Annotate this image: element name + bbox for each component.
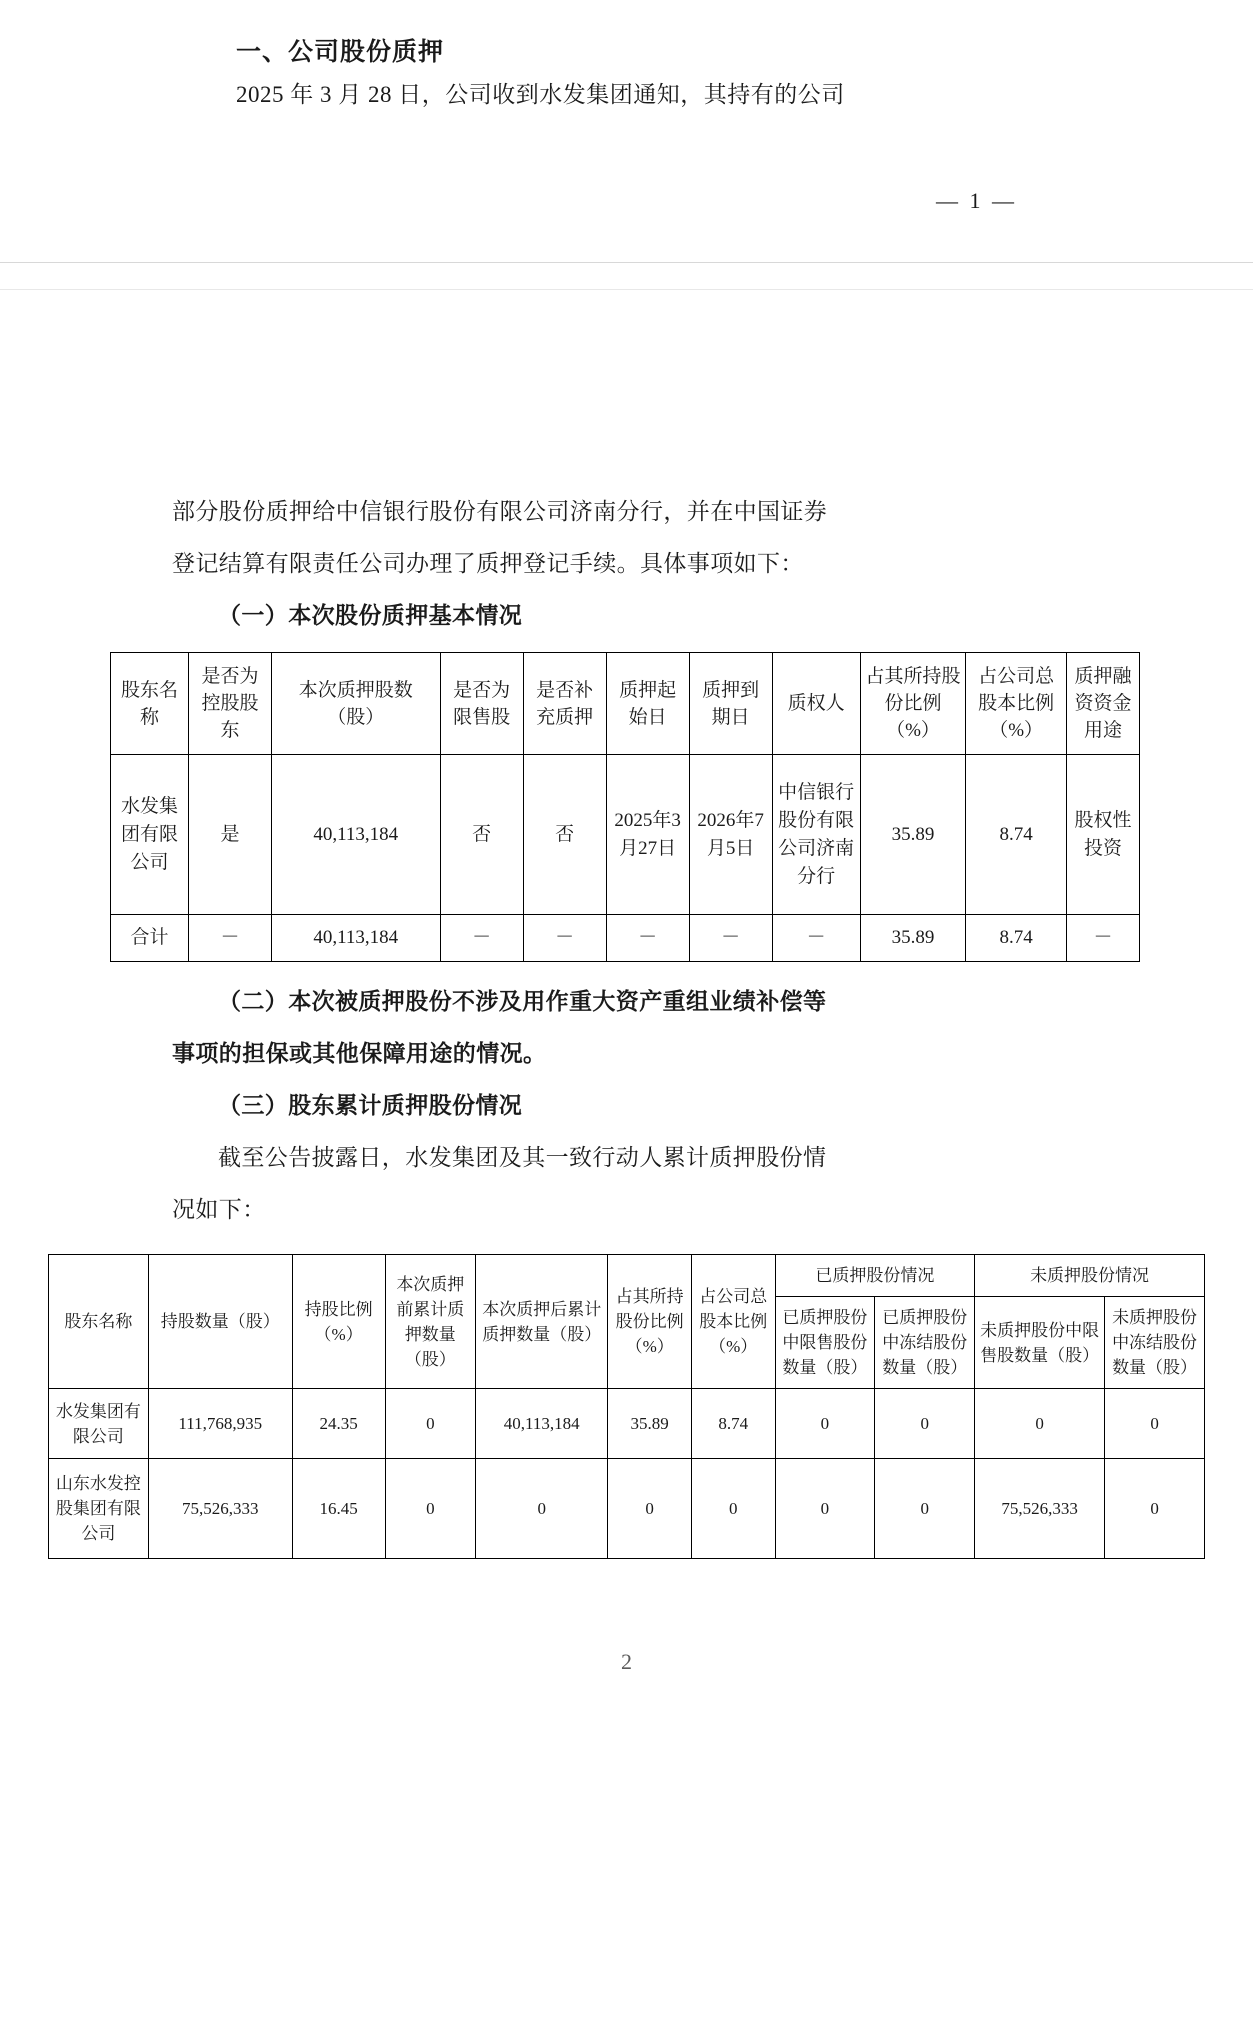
td-is-restricted: 否 xyxy=(440,755,523,915)
td2-after-cumulative: 0 xyxy=(476,1459,608,1559)
td-total-label: 合计 xyxy=(111,915,189,962)
th2-pledged-restricted: 已质押股份中限售股份数量（股） xyxy=(775,1297,875,1389)
section-three-title: （三）股东累计质押股份情况 xyxy=(218,1093,523,1118)
page-1-number: — 1 — xyxy=(936,188,1017,213)
section-three-line-1: 截至公告披露日，水发集团及其一致行动人累计质押股份情 xyxy=(218,1145,827,1170)
td-total-ratio-of-holding: 35.89 xyxy=(860,915,966,962)
th2-pledged-frozen: 已质押股份中冻结股份数量（股） xyxy=(875,1297,975,1389)
td-pledgee: 中信银行股份有限公司济南分行 xyxy=(772,755,860,915)
th-fund-usage: 质押融资资金用途 xyxy=(1066,653,1139,755)
th2-ratio-of-holding: 占其所持股份比例（%） xyxy=(608,1255,692,1389)
td2-before-cumulative: 0 xyxy=(385,1459,476,1559)
intro-line-1: 部分股份质押给中信银行股份有限公司济南分行，并在中国证券 xyxy=(172,499,828,524)
td-ratio-of-total: 8.74 xyxy=(966,755,1067,915)
section-two-line-2: 事项的担保或其他保障用途的情况。 xyxy=(172,1041,547,1066)
intro-block xyxy=(172,486,1143,642)
th-end-date: 质押到期日 xyxy=(689,653,772,755)
pledge-basic-table-wrap xyxy=(110,652,1253,962)
td-fund-usage: 股权性投资 xyxy=(1066,755,1139,915)
th-ratio-of-total: 占公司总股本比例（%） xyxy=(966,653,1067,755)
pledge-basic-table xyxy=(110,652,1140,962)
page-separator xyxy=(0,262,1253,290)
table-header-row xyxy=(111,653,1140,755)
th2-group-unpledged: 未质押股份情况 xyxy=(975,1255,1205,1297)
td2-shareholder-name: 水发集团有限公司 xyxy=(49,1389,149,1459)
th-pledgee: 质权人 xyxy=(772,653,860,755)
th-is-controlling: 是否为控股股东 xyxy=(188,653,271,755)
th2-holding-qty: 持股数量（股） xyxy=(148,1255,292,1389)
td2-unpledged-frozen: 0 xyxy=(1105,1459,1205,1559)
td-total-is-controlling: － xyxy=(188,915,271,962)
td2-pledged-frozen: 0 xyxy=(875,1459,975,1559)
td2-pledged-restricted: 0 xyxy=(775,1459,875,1559)
td2-unpledged-frozen: 0 xyxy=(1105,1389,1205,1459)
td-ratio-of-holding: 35.89 xyxy=(860,755,966,915)
td2-pledged-frozen: 0 xyxy=(875,1389,975,1459)
td-total-end-date: － xyxy=(689,915,772,962)
th2-before-cumulative: 本次质押前累计质押数量（股） xyxy=(385,1255,476,1389)
td2-pledged-restricted: 0 xyxy=(775,1389,875,1459)
td2-ratio-of-total: 8.74 xyxy=(691,1389,775,1459)
td-total-is-supplementary: － xyxy=(523,915,606,962)
th2-unpledged-frozen: 未质押股份中冻结股份数量（股） xyxy=(1105,1297,1205,1389)
section-two-block xyxy=(172,976,1143,1236)
th2-unpledged-restricted: 未质押股份中限售股数量（股） xyxy=(975,1297,1105,1389)
td-total-pledgee: － xyxy=(772,915,860,962)
td2-holding-qty: 75,526,333 xyxy=(148,1459,292,1559)
td-is-controlling: 是 xyxy=(188,755,271,915)
th-is-restricted: 是否为限售股 xyxy=(440,653,523,755)
td-total-ratio-of-total: 8.74 xyxy=(966,915,1067,962)
cumulative-pledge-table xyxy=(48,1254,1205,1559)
table-row xyxy=(49,1389,1205,1459)
table-total-row xyxy=(111,915,1140,962)
td-is-supplementary: 否 xyxy=(523,755,606,915)
th2-after-cumulative: 本次质押后累计质押数量（股） xyxy=(476,1255,608,1389)
th-shareholder-name: 股东名称 xyxy=(111,653,189,755)
td-total-fund-usage: － xyxy=(1066,915,1139,962)
table-row xyxy=(49,1459,1205,1559)
td2-holding-qty: 111,768,935 xyxy=(148,1389,292,1459)
td2-shareholder-name: 山东水发控股集团有限公司 xyxy=(49,1459,149,1559)
section-one-title: （一）本次股份质押基本情况 xyxy=(218,603,523,628)
th2-ratio-of-total: 占公司总股本比例（%） xyxy=(691,1255,775,1389)
td2-after-cumulative: 40,113,184 xyxy=(476,1389,608,1459)
cumulative-pledge-table-wrap xyxy=(48,1254,1253,1559)
td2-ratio-of-total: 0 xyxy=(691,1459,775,1559)
th-ratio-of-holding: 占其所持股份比例（%） xyxy=(860,653,966,755)
td-shareholder-name: 水发集团有限公司 xyxy=(111,755,189,915)
td-start-date: 2025年3月27日 xyxy=(606,755,689,915)
page-2-number: 2 xyxy=(621,1649,632,1674)
page1-paragraph: 2025 年 3 月 28 日，公司收到水发集团通知，其持有的公司 xyxy=(236,82,845,107)
th-pledged-shares: 本次质押股数（股） xyxy=(272,653,441,755)
table-group-header-row xyxy=(49,1255,1205,1297)
td-end-date: 2026年7月5日 xyxy=(689,755,772,915)
section-three-line-2: 况如下： xyxy=(172,1197,266,1222)
td2-holding-ratio: 16.45 xyxy=(292,1459,385,1559)
td-total-start-date: － xyxy=(606,915,689,962)
td2-before-cumulative: 0 xyxy=(385,1389,476,1459)
td2-unpledged-restricted: 75,526,333 xyxy=(975,1459,1105,1559)
td-total-is-restricted: － xyxy=(440,915,523,962)
intro-line-2: 登记结算有限责任公司办理了质押登记手续。具体事项如下： xyxy=(172,551,804,576)
document-page-2 xyxy=(0,290,1253,1675)
section-two-line-1: （二）本次被质押股份不涉及用作重大资产重组业绩补偿等 xyxy=(218,989,827,1014)
td2-ratio-of-holding: 0 xyxy=(608,1459,692,1559)
td-total-pledged-shares: 40,113,184 xyxy=(272,915,441,962)
section-heading-1: 一、公司股份质押 xyxy=(236,39,445,66)
td-pledged-shares: 40,113,184 xyxy=(272,755,441,915)
document-page-1 xyxy=(0,0,1253,262)
td2-holding-ratio: 24.35 xyxy=(292,1389,385,1459)
table-row xyxy=(111,755,1140,915)
td2-unpledged-restricted: 0 xyxy=(975,1389,1105,1459)
th-start-date: 质押起始日 xyxy=(606,653,689,755)
td2-ratio-of-holding: 35.89 xyxy=(608,1389,692,1459)
th-is-supplementary: 是否补充质押 xyxy=(523,653,606,755)
th2-holding-ratio: 持股比例（%） xyxy=(292,1255,385,1389)
th2-group-pledged: 已质押股份情况 xyxy=(775,1255,975,1297)
th2-shareholder-name: 股东名称 xyxy=(49,1255,149,1389)
